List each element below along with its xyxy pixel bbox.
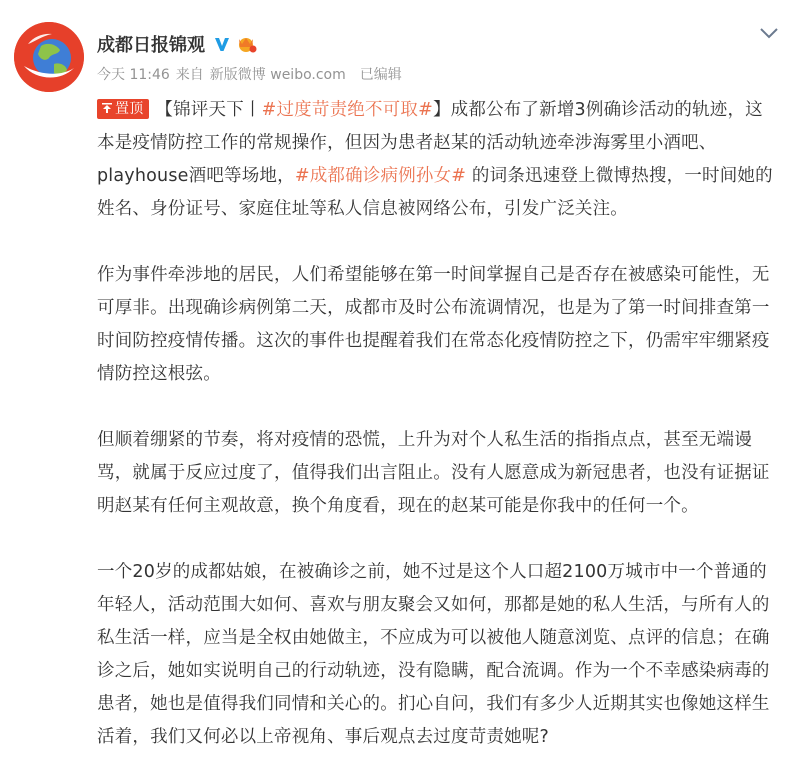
post-meta	[97, 64, 408, 84]
chevron-down-icon[interactable]	[758, 26, 780, 40]
vip-crown-icon[interactable]	[235, 35, 257, 53]
author-row	[97, 30, 257, 58]
paragraph-3: 但顺着绷紧的节奏，将对疫情的恐慌，上升为对个人私生活的指指点点，甚至无端谩骂，就属于反应过度了，值得我们出言阻止。没有人愿意成为新冠患者，也没有证据证明赵某有任何主观故意，换个角度看，现在的赵某可能是你我中的任何一个。	[97, 430, 770, 516]
edited-label[interactable]: 已编辑	[359, 67, 402, 83]
pin-icon	[101, 102, 113, 114]
p1-lead: 【锦评天下丨	[155, 100, 262, 120]
post-source[interactable]: 新版微博 weibo.com	[209, 67, 346, 83]
paragraph-4: 一个20岁的成都姑娘，在被确诊之前，她不过是这个人口超2100万城市中一个普通的年轻人，活动范围大如何、喜欢与朋友聚会又如何，那都是她的私人生活，与所有人的私生活一样，应当是全权由她做主，不应成为可以被他人随意浏览、点评的信息；在确诊之后，她如实说明自己的行动轨迹，没有隐瞒，配合流调。作为一个不幸感染病毒的患者，她也是值得我们同情和关心的。扪心自问，我们有多少人近期其实也像她这样生活着，我们又何必以上帝视角、事后观点去过度苛责她呢?	[97, 562, 770, 747]
pin-badge	[97, 99, 149, 119]
p1-mid: 】成都公布了新增3例确诊活动的轨迹，这本是疫情防控工作的常规操作，但因为患者赵某的活动轨迹牵涉海雾里小酒吧、playhouse酒吧等场地，	[97, 100, 763, 186]
verified-badge-icon	[213, 35, 231, 53]
topic-link-1[interactable]: #过度苛责绝不可取#	[261, 100, 433, 120]
pin-label: 置顶	[115, 101, 144, 117]
paragraph-2: 作为事件牵涉地的居民，人们希望能够在第一时间掌握自己是否存在被感染可能性，无可厚非。出现确诊病例第二天，成都市及时公布流调情况，也是为了第一时间排查第一时间防控疫情传播。这次的事件也提醒着我们在常态化疫情防控之下，仍需牢牢绷紧疫情防控这根弦。	[97, 265, 770, 384]
paragraph-1	[97, 94, 777, 226]
author-name[interactable]: 成都日报锦观	[97, 35, 205, 56]
post-time[interactable]: 今天 11:46	[97, 67, 170, 83]
avatar[interactable]	[14, 22, 84, 92]
topic-link-2[interactable]: #成都确诊病例孙女#	[294, 166, 467, 186]
from-label: 来自	[175, 67, 204, 83]
globe-logo-icon	[14, 22, 84, 92]
post-content	[97, 94, 777, 774]
p1-tail: 的词条迅速登上微博热搜，一时间她的姓名、身份证号、家庭住址等私人信息被网络公布，引发广泛关注。	[97, 166, 773, 219]
